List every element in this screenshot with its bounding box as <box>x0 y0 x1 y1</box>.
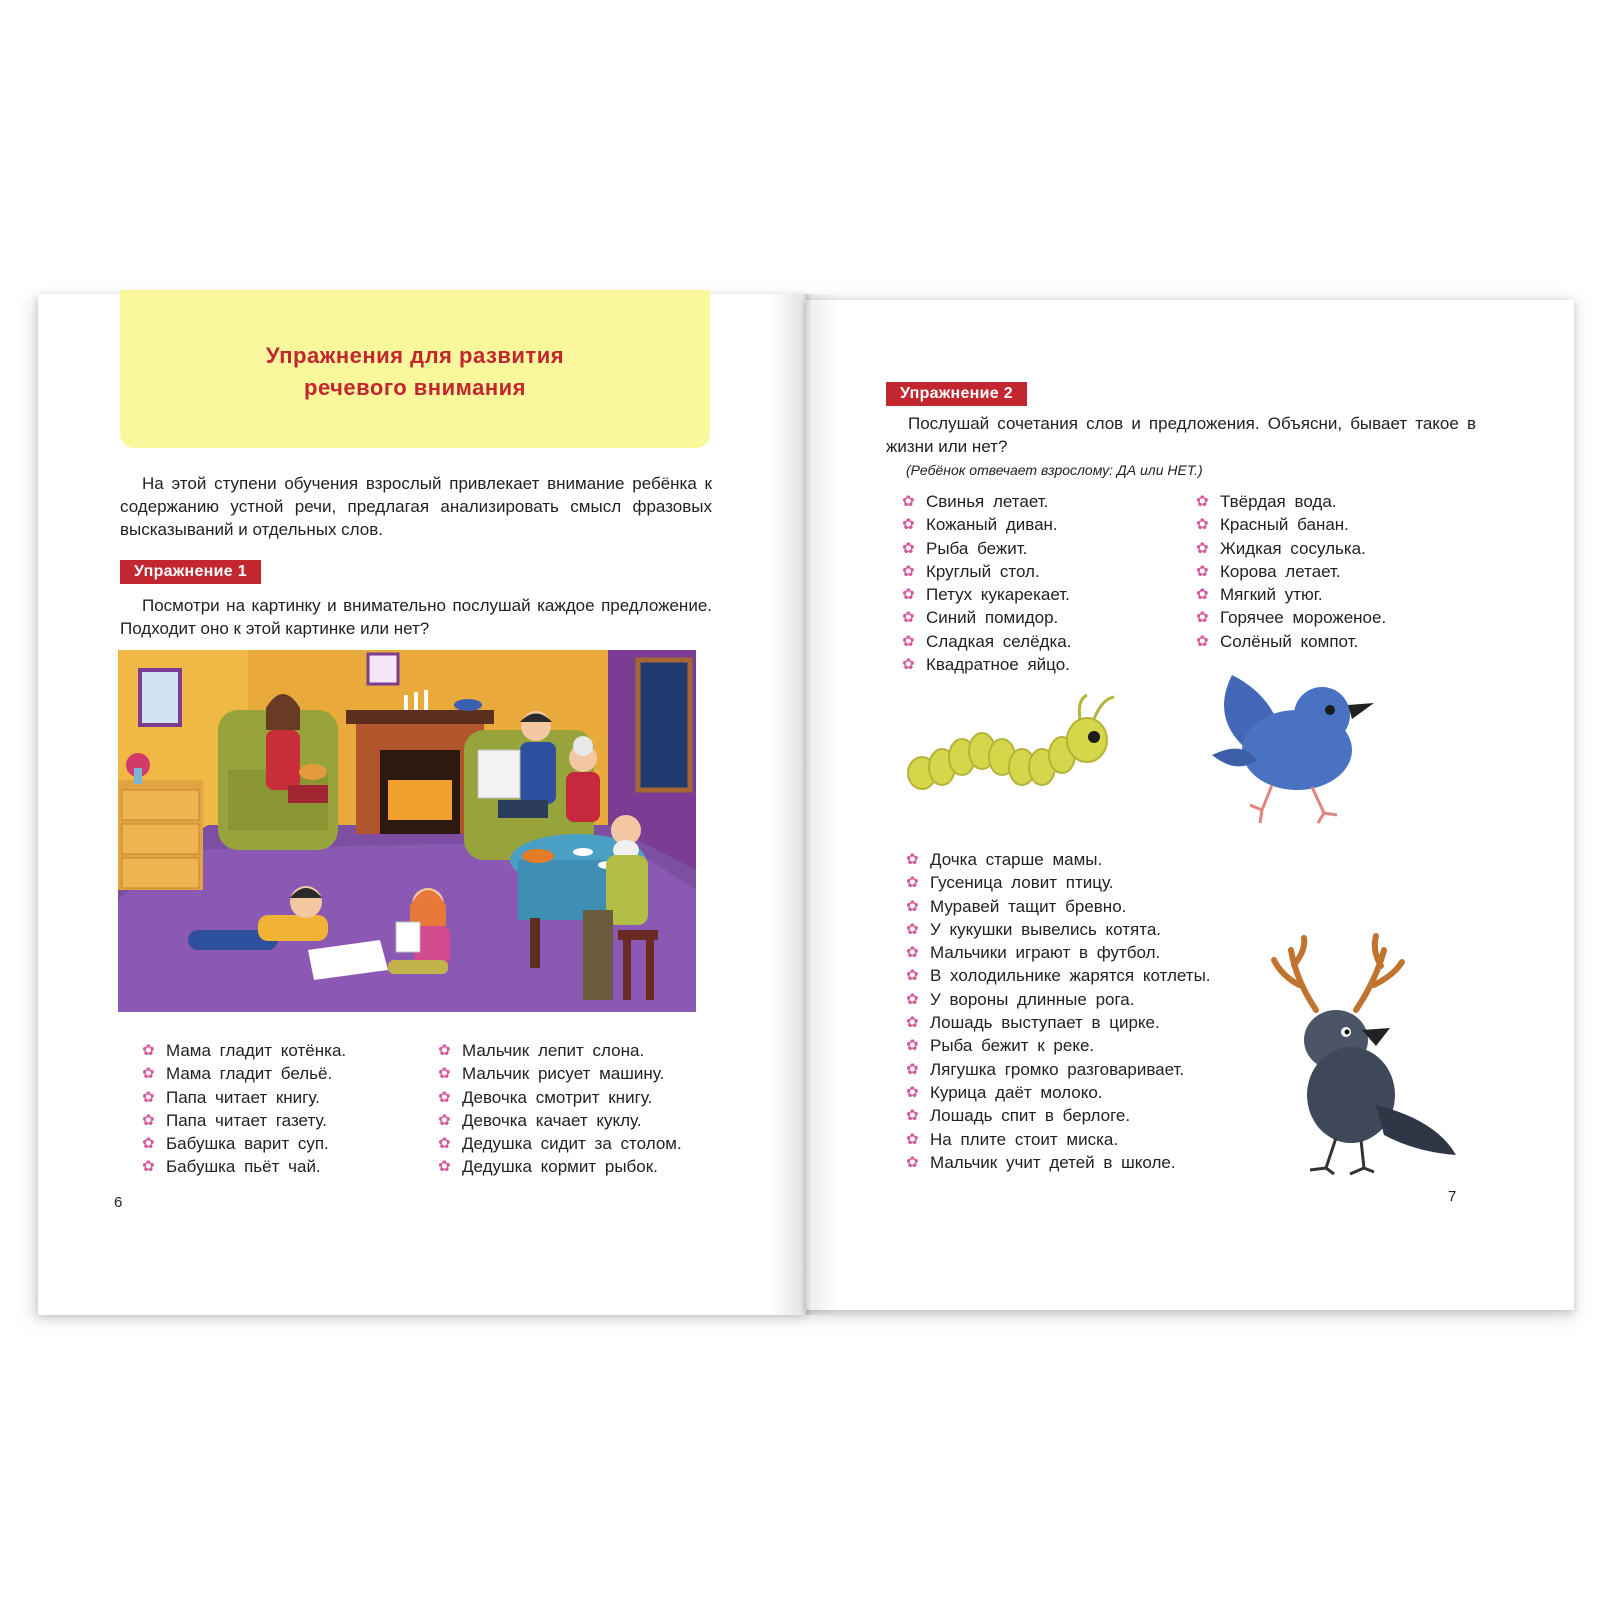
list-item: ✿ Девочка качает куклу. <box>438 1109 682 1132</box>
list-item: ✿ Дедушка кормит рыбок. <box>438 1155 682 1178</box>
list-item: ✿ Сладкая селёдка. <box>902 630 1071 653</box>
exercise-2-list-left <box>902 490 1071 676</box>
left-page <box>38 294 806 1315</box>
family-living-room-illustration <box>118 650 696 1012</box>
list-item: ✿ Кожаный диван. <box>902 513 1071 536</box>
page-number-left: 6 <box>114 1194 123 1211</box>
list-item: ✿ На плите стоит миска. <box>906 1128 1211 1151</box>
list-item: ✿ Папа читает газету. <box>142 1109 346 1132</box>
list-item: ✿ Корова летает. <box>1196 560 1386 583</box>
exercise-2-list-right <box>1196 490 1386 653</box>
exercise-1-list-left <box>142 1039 346 1179</box>
list-item: ✿ Мальчик рисует машину. <box>438 1062 682 1085</box>
list-item: ✿ Горячее мороженое. <box>1196 606 1386 629</box>
living-room-svg <box>118 650 696 1012</box>
list-item: ✿ Солёный компот. <box>1196 630 1386 653</box>
list-item: ✿ Твёрдая вода. <box>1196 490 1386 513</box>
list-item: ✿ Жидкая сосулька. <box>1196 537 1386 560</box>
list-item: ✿ Лошадь выступает в цирке. <box>906 1011 1211 1034</box>
list-item: ✿ В холодильнике жарятся котлеты. <box>906 964 1211 987</box>
intro-paragraph: На этой ступени обучения взрослый привлекает внимание ребёнка к содержанию устной речи, предлагая анализировать смысл фразовых высказываний и отдельных слов. <box>120 474 712 539</box>
list-item: ✿ Рыба бежит к реке. <box>906 1034 1211 1057</box>
list-item: ✿ У вороны длинные рога. <box>906 988 1211 1011</box>
list-item: ✿ Петух кукарекает. <box>902 583 1071 606</box>
exercise-1-label: Упражнение 1 <box>120 560 261 584</box>
list-item: ✿ Синий помидор. <box>902 606 1071 629</box>
title-box <box>120 290 710 448</box>
blue-bird-illustration <box>1202 655 1382 825</box>
list-item: ✿ Мягкий утюг. <box>1196 583 1386 606</box>
list-item: ✿ Мама гладит бельё. <box>142 1062 346 1085</box>
list-item: ✿ У кукушки вывелись котята. <box>906 918 1211 941</box>
list-item: ✿ Мама гладит котёнка. <box>142 1039 346 1062</box>
list-item: ✿ Бабушка варит суп. <box>142 1132 346 1155</box>
crow-with-antlers-illustration <box>1266 930 1476 1180</box>
list-item: ✿ Квадратное яйцо. <box>902 653 1071 676</box>
page-number-right: 7 <box>1448 1188 1457 1205</box>
list-item: ✿ Девочка смотрит книгу. <box>438 1086 682 1109</box>
exercise-2-hint: (Ребёнок отвечает взрослому: ДА или НЕТ.) <box>906 462 1203 478</box>
exercise-2-list-bottom <box>906 848 1211 1174</box>
right-page <box>806 300 1574 1310</box>
list-item: ✿ Дочка старше мамы. <box>906 848 1211 871</box>
exercise-1-list-right <box>438 1039 682 1179</box>
list-item: ✿ Курица даёт молоко. <box>906 1081 1211 1104</box>
exercise-2-label: Упражнение 2 <box>886 382 1027 406</box>
caterpillar-illustration <box>902 685 1122 805</box>
list-item: ✿ Мальчик лепит слона. <box>438 1039 682 1062</box>
list-item: ✿ Красный банан. <box>1196 513 1386 536</box>
list-item: ✿ Мальчик учит детей в школе. <box>906 1151 1211 1174</box>
list-item: ✿ Муравей тащит бревно. <box>906 895 1211 918</box>
list-item: ✿ Лошадь спит в берлоге. <box>906 1104 1211 1127</box>
title-line-2: речевого внимания <box>304 375 526 400</box>
list-item: ✿ Бабушка пьёт чай. <box>142 1155 346 1178</box>
list-item: ✿ Свинья летает. <box>902 490 1071 513</box>
list-item: ✿ Гусеница ловит птицу. <box>906 871 1211 894</box>
exercise-2-text: Послушай сочетания слов и предложения. Объясни, бывает такое в жизни или нет? <box>886 414 1476 456</box>
list-item: ✿ Дедушка сидит за столом. <box>438 1132 682 1155</box>
title-line-1: Упражнения для развития <box>265 343 565 368</box>
list-item: ✿ Рыба бежит. <box>902 537 1071 560</box>
list-item: ✿ Мальчики играют в футбол. <box>906 941 1211 964</box>
list-item: ✿ Лягушка громко разговаривает. <box>906 1058 1211 1081</box>
exercise-1-text: Посмотри на картинку и внимательно послушай каждое предложение. Подходит оно к этой картинке или нет? <box>120 596 712 638</box>
list-item: ✿ Круглый стол. <box>902 560 1071 583</box>
list-item: ✿ Папа читает книгу. <box>142 1086 346 1109</box>
